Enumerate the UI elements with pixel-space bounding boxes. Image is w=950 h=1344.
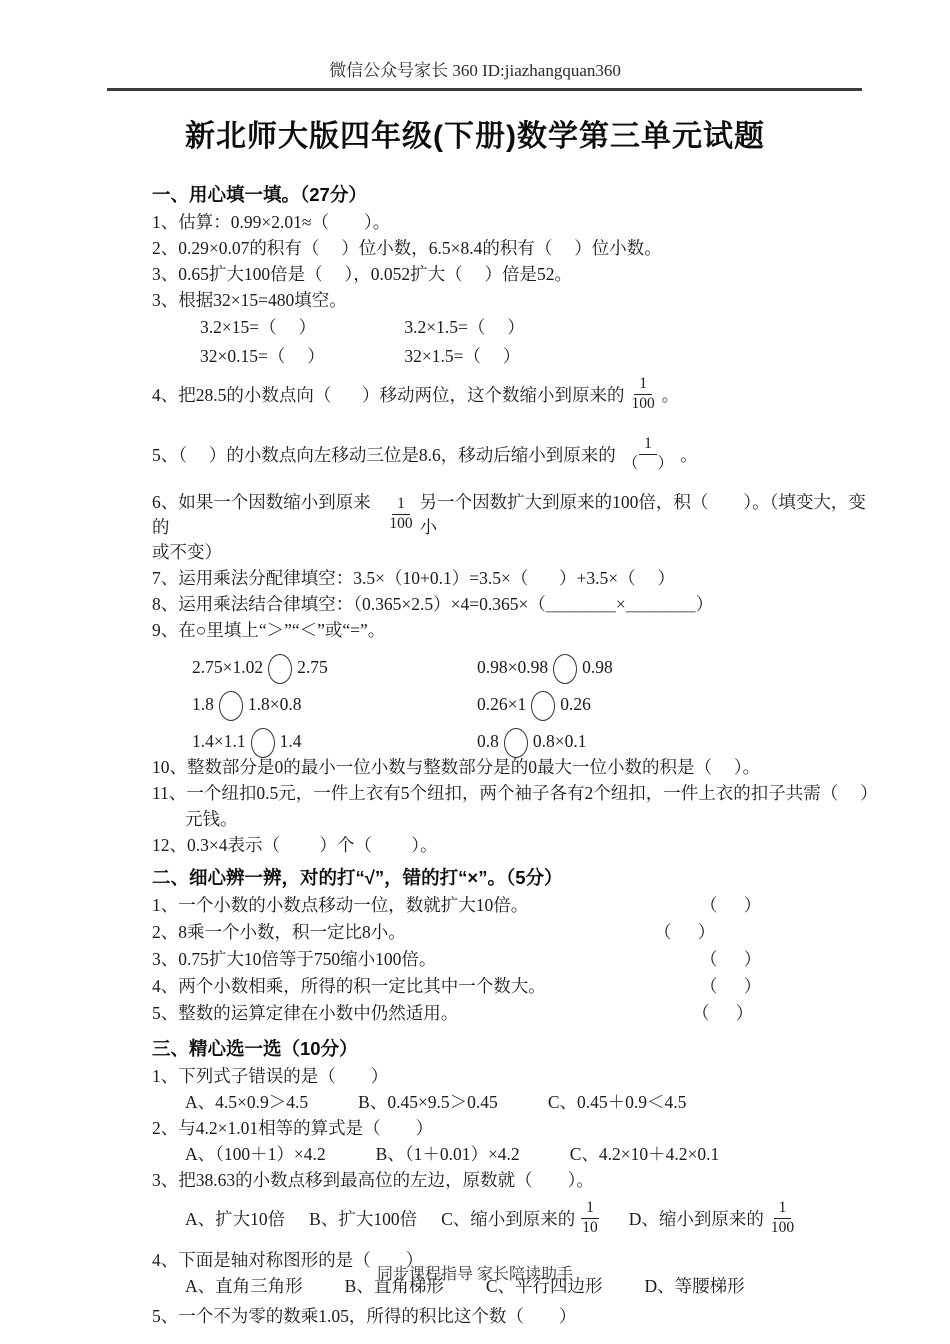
document-body xyxy=(152,181,878,1329)
comparison-cell: 2.75×1.02 2.75 xyxy=(192,643,477,680)
fill-item-6-text: 6、如果一个因数缩小到原来的 xyxy=(152,492,371,537)
fill-item-8: 8、运用乘法结合律填空：（0.365×2.5）×4=0.365×（＿＿＿＿×＿＿＿＿） xyxy=(152,594,714,614)
header-rule xyxy=(107,88,862,91)
fill-item-6-mid: 另一个因数扩大到原来的100倍，积（ ）。（填变大，变小 xyxy=(419,492,866,537)
section-heading-fill: 一、用心填一填。（27分） xyxy=(152,184,367,205)
option-c: C、平行四边形 xyxy=(485,1276,603,1296)
fill-item-3: 3、0.65扩大100倍是（ ），0.052扩大（ ）倍是52。 xyxy=(152,264,572,284)
comparison-circle xyxy=(219,691,243,721)
option-c: C、缩小到原来的 $\frac{1}{10}$ xyxy=(441,1198,598,1236)
option-d: D、等腰梯形 xyxy=(644,1276,745,1296)
option-b: B、0.45×9.5＞0.45 xyxy=(358,1092,498,1112)
fill-item-12: 12、0.3×4表示（ ）个（ ）。 xyxy=(152,835,438,855)
fill-sub-r2c1: 32×0.15=（ ） xyxy=(200,346,325,366)
choice-q1-options xyxy=(152,1089,872,1115)
fill-item-11: 11、一个纽扣0.5元，一件上衣有5个纽扣，两个袖子各有2个纽扣，一件上衣的扣子共需（ ） xyxy=(152,783,878,803)
comparison-cell: 0.98×0.98 0.98 xyxy=(477,643,872,680)
comparison-circle xyxy=(268,654,292,684)
fill-item-5 xyxy=(152,429,872,479)
answer-bracket: （ ） xyxy=(654,922,716,942)
option-b: B、（1＋0.01）×4.2 xyxy=(375,1144,520,1164)
option-d: D、缩小到原来的 $\frac{1}{100}$ xyxy=(628,1198,795,1236)
section-heading-judge: 二、细心辨一辨，对的打“√”，错的打“×”。（5分） xyxy=(152,867,563,888)
comparison-circle xyxy=(531,691,555,721)
header-text: 微信公众号家长 360 ID:jiazhangquan360 xyxy=(329,61,621,80)
fill-item-5-text: 5、（ ）的小数点向左移动三位是8.6，移动后缩小到原来的 xyxy=(152,444,616,465)
fill-item-9: 9、在○里填上“＞”“＜”或“=”。 xyxy=(152,620,386,640)
choice-q5: 5、一个不为零的数乘1.05，所得的积比这个数（ ） xyxy=(152,1306,577,1326)
judge-item-1: 1、一个小数的小数点移动一位，数就扩大10倍。 （ ） xyxy=(152,892,872,919)
comparison-cell: 1.8 1.8×0.8 xyxy=(192,680,477,717)
fill-item-6 xyxy=(152,489,872,539)
fill-item-4-text: 4、把28.5的小数点向（ ）移动两位，这个数缩小到原来的 xyxy=(152,384,625,405)
fraction-1-10: $\frac{1}{10}$ xyxy=(582,1198,598,1236)
fraction-1-100: $\frac{1}{100}$ xyxy=(631,374,655,412)
judge-item-5: 5、整数的运算定律在小数中仍然适用。 （ ） xyxy=(152,1000,872,1027)
fill-item-2: 2、0.29×0.07的积有（ ）位小数，6.5×8.4的积有（ ）位小数。 xyxy=(152,238,662,258)
fill-item-4 xyxy=(152,371,872,417)
option-b: B、直角梯形 xyxy=(344,1276,444,1296)
fill-item-10: 10、整数部分是0的最小一位小数与整数部分是的0最大一位小数的积是（ ）。 xyxy=(152,757,761,777)
option-c: C、4.2×10＋4.2×0.1 xyxy=(569,1144,720,1164)
choice-q4: 4、下面是轴对称图形的是（ ） xyxy=(152,1250,424,1270)
fill-item-3b-row-1 xyxy=(152,313,872,342)
judge-item-4: 4、两个小数相乘，所得的积一定比其中一个数大。 （ ） xyxy=(152,973,872,1000)
answer-bracket: （ ） xyxy=(692,1003,754,1023)
comparison-row-2 xyxy=(152,680,872,717)
fill-item-1: 1、估算：0.99×2.01≈（ ）。 xyxy=(152,212,391,232)
fill-item-7: 7、运用乘法分配律填空：3.5×（10+0.1）=3.5×（ ）+3.5×（ ） xyxy=(152,568,675,588)
fill-sub-r1c1: 3.2×15=（ ） xyxy=(200,317,316,337)
answer-bracket: （ ） xyxy=(700,895,762,915)
section-heading-choice: 三、精心选一选（10分） xyxy=(152,1038,358,1059)
comparison-row-3 xyxy=(152,717,872,754)
fill-item-5-end: 。 xyxy=(680,444,698,465)
judge-item-3: 3、0.75扩大10倍等于750缩小100倍。 （ ） xyxy=(152,946,872,973)
fraction-1-blank: $\frac{1}{( )}$ xyxy=(622,434,674,472)
option-a: A、扩大10倍 xyxy=(185,1208,286,1229)
option-a: A、直角三角形 xyxy=(185,1276,303,1296)
fraction-1-100: $\frac{1}{100}$ xyxy=(770,1198,795,1236)
answer-bracket: （ ） xyxy=(700,949,762,969)
option-a: A、（100＋1）×4.2 xyxy=(185,1144,326,1164)
page-footer: 同步课程指导 家长陪读助手 xyxy=(376,1266,573,1283)
comparison-cell: 1.4×1.1 1.4 xyxy=(192,717,477,754)
option-a: A、4.5×0.9＞4.5 xyxy=(185,1092,309,1112)
comparison-row-1 xyxy=(152,643,872,680)
option-c: C、0.45＋0.9＜4.5 xyxy=(547,1092,687,1112)
fill-item-3b-row-2 xyxy=(152,342,872,371)
comparison-circle xyxy=(251,728,275,758)
fill-item-3b: 3、根据32×15=480填空。 xyxy=(152,290,347,310)
fraction-1-100: $\frac{1}{100}$ xyxy=(389,494,413,532)
fill-item-4-end: 。 xyxy=(661,384,680,405)
page-title: 新北师大版四年级(下册)数学第三单元试题 xyxy=(185,120,765,153)
fill-item-11-cont: 元钱。 xyxy=(185,809,238,829)
choice-q2: 2、与4.2×1.01相等的算式是（ ） xyxy=(152,1118,434,1138)
choice-q2-options xyxy=(152,1141,872,1167)
fill-sub-r2c2: 32×1.5=（ ） xyxy=(404,346,521,366)
choice-q3: 3、把38.63的小数点移到最高位的左边，原数就（ ）。 xyxy=(152,1170,594,1190)
fill-item-6-cont: 或不变） xyxy=(152,542,222,562)
choice-q3-options xyxy=(152,1193,872,1243)
choice-q1: 1、下列式子错误的是（ ） xyxy=(152,1066,389,1086)
judge-item-2: 2、8乘一个小数，积一定比8小。 （ ） xyxy=(152,919,872,946)
fill-sub-r1c2: 3.2×1.5=（ ） xyxy=(404,317,525,337)
comparison-cell: 0.26×1 0.26 xyxy=(477,680,872,717)
option-b: B、扩大100倍 xyxy=(309,1208,418,1229)
judge-list xyxy=(152,892,872,1027)
comparison-circle xyxy=(553,654,577,684)
answer-bracket: （ ） xyxy=(700,976,762,996)
comparison-cell: 0.8 0.8×0.1 xyxy=(477,717,872,754)
comparison-circle xyxy=(504,728,528,758)
